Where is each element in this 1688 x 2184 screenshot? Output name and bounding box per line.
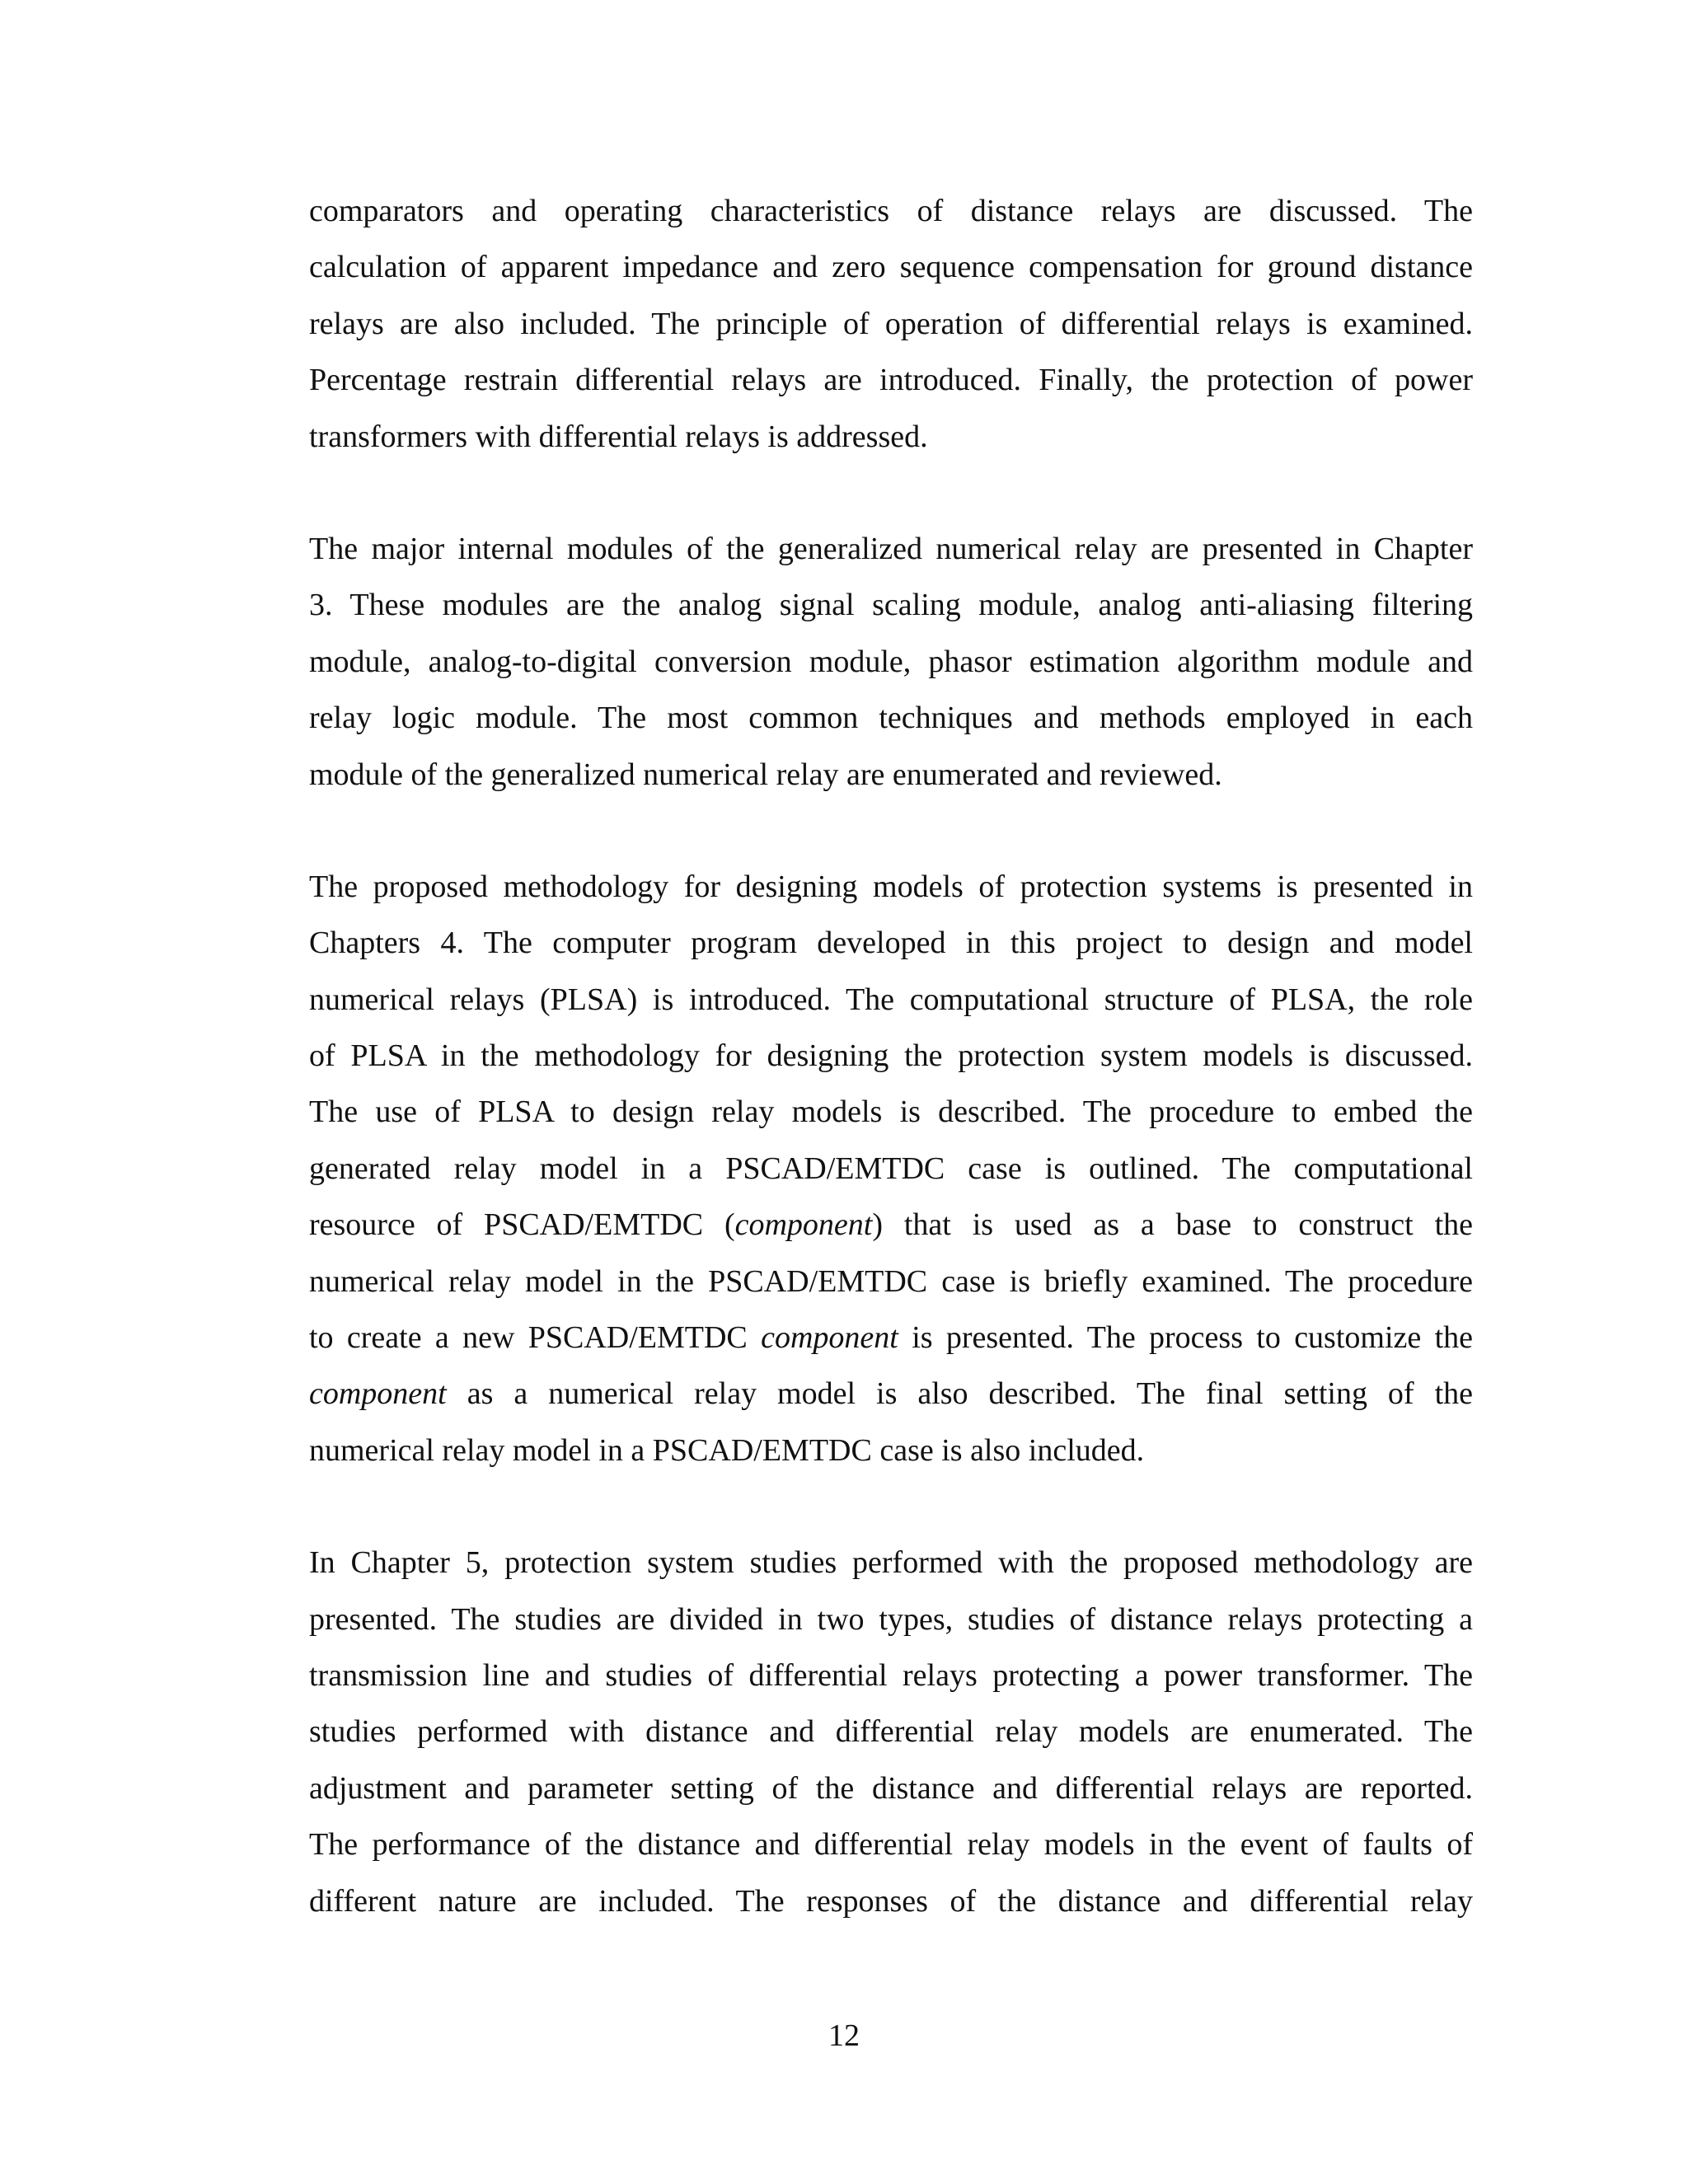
paragraph-chapter-3 bbox=[309, 521, 1473, 803]
text-line: module, analog-to-digital conversion module, phasor estimation algorithm module and bbox=[309, 644, 1473, 679]
paragraph-chapter-4 bbox=[309, 859, 1473, 1479]
paragraph-chapter-5 bbox=[309, 1535, 1473, 1929]
text-line: 3. These modules are the analog signal scaling module, analog anti-aliasing filtering bbox=[309, 588, 1473, 623]
text-line: numerical relay model in the PSCAD/EMTDC case is briefly examined. The procedure bbox=[309, 1263, 1473, 1299]
text-line bbox=[309, 1197, 1473, 1253]
text-line: comparators and operating characteristics of distance relays are discussed. The bbox=[309, 194, 1473, 228]
text-line: calculation of apparent impedance and zero sequence compensation for ground distance bbox=[309, 250, 1473, 285]
page-number: 12 bbox=[828, 2018, 860, 2053]
text-segment: to create a new PSCAD/EMTDC bbox=[309, 1320, 762, 1356]
text-line bbox=[309, 1366, 1473, 1422]
italic-term: component bbox=[309, 1376, 447, 1412]
text-line: relay logic module. The most common techniques and methods employed in each bbox=[309, 701, 1473, 736]
text-line: studies performed with distance and differential relay models are enumerated. The bbox=[309, 1714, 1473, 1750]
body-text bbox=[309, 183, 1473, 1985]
text-segment: is presented. The process to customize the bbox=[898, 1320, 1474, 1356]
text-line: generated relay model in a PSCAD/EMTDC case is outlined. The computational bbox=[309, 1151, 1473, 1186]
text-line: module of the generalized numerical relay are enumerated and reviewed. bbox=[309, 757, 1222, 792]
text-line: adjustment and parameter setting of the distance and differential relays are reported. bbox=[309, 1770, 1473, 1806]
text-line: of PLSA in the methodology for designing the protection system models is discussed. bbox=[309, 1038, 1473, 1074]
text-segment: resource of PSCAD/EMTDC ( bbox=[309, 1207, 735, 1243]
text-line: Chapters 4. The computer program developed in this project to design and model bbox=[309, 926, 1473, 961]
paragraph-relay-principles bbox=[309, 183, 1473, 465]
text-line: Percentage restrain differential relays are introduced. Finally, the protection of power bbox=[309, 363, 1473, 398]
text-line: numerical relays (PLSA) is introduced. The computational structure of PLSA, the role bbox=[309, 982, 1473, 1017]
text-line bbox=[309, 1310, 1473, 1366]
text-line: The proposed methodology for designing models of protection systems is presented in bbox=[309, 869, 1473, 904]
text-line: relays are also included. The principle of operation of differential relays is examined. bbox=[309, 306, 1473, 341]
text-line: transmission line and studies of differential relays protecting a power transformer. The bbox=[309, 1657, 1473, 1693]
italic-term: component bbox=[761, 1320, 898, 1356]
text-segment: ) that is used as a base to construct the bbox=[872, 1207, 1473, 1243]
text-line: numerical relay model in a PSCAD/EMTDC case is also included. bbox=[309, 1432, 1145, 1468]
text-line: In Chapter 5, protection system studies performed with the proposed methodology are bbox=[309, 1545, 1473, 1581]
text-line: presented. The studies are divided in two types, studies of distance relays protecting a bbox=[309, 1601, 1473, 1637]
text-line: transformers with differential relays is addressed. bbox=[309, 419, 928, 454]
italic-term: component bbox=[734, 1207, 873, 1243]
text-segment: as a numerical relay model is also described. The final setting of the bbox=[446, 1376, 1473, 1412]
text-line: The major internal modules of the generalized numerical relay are presented in Chapter bbox=[309, 531, 1473, 566]
text-line: The performance of the distance and differential relay models in the event of faults of bbox=[309, 1827, 1473, 1863]
text-line: different nature are included. The responses of the distance and differential relay bbox=[309, 1883, 1473, 1919]
text-line: The use of PLSA to design relay models is described. The procedure to embed the bbox=[309, 1094, 1473, 1130]
